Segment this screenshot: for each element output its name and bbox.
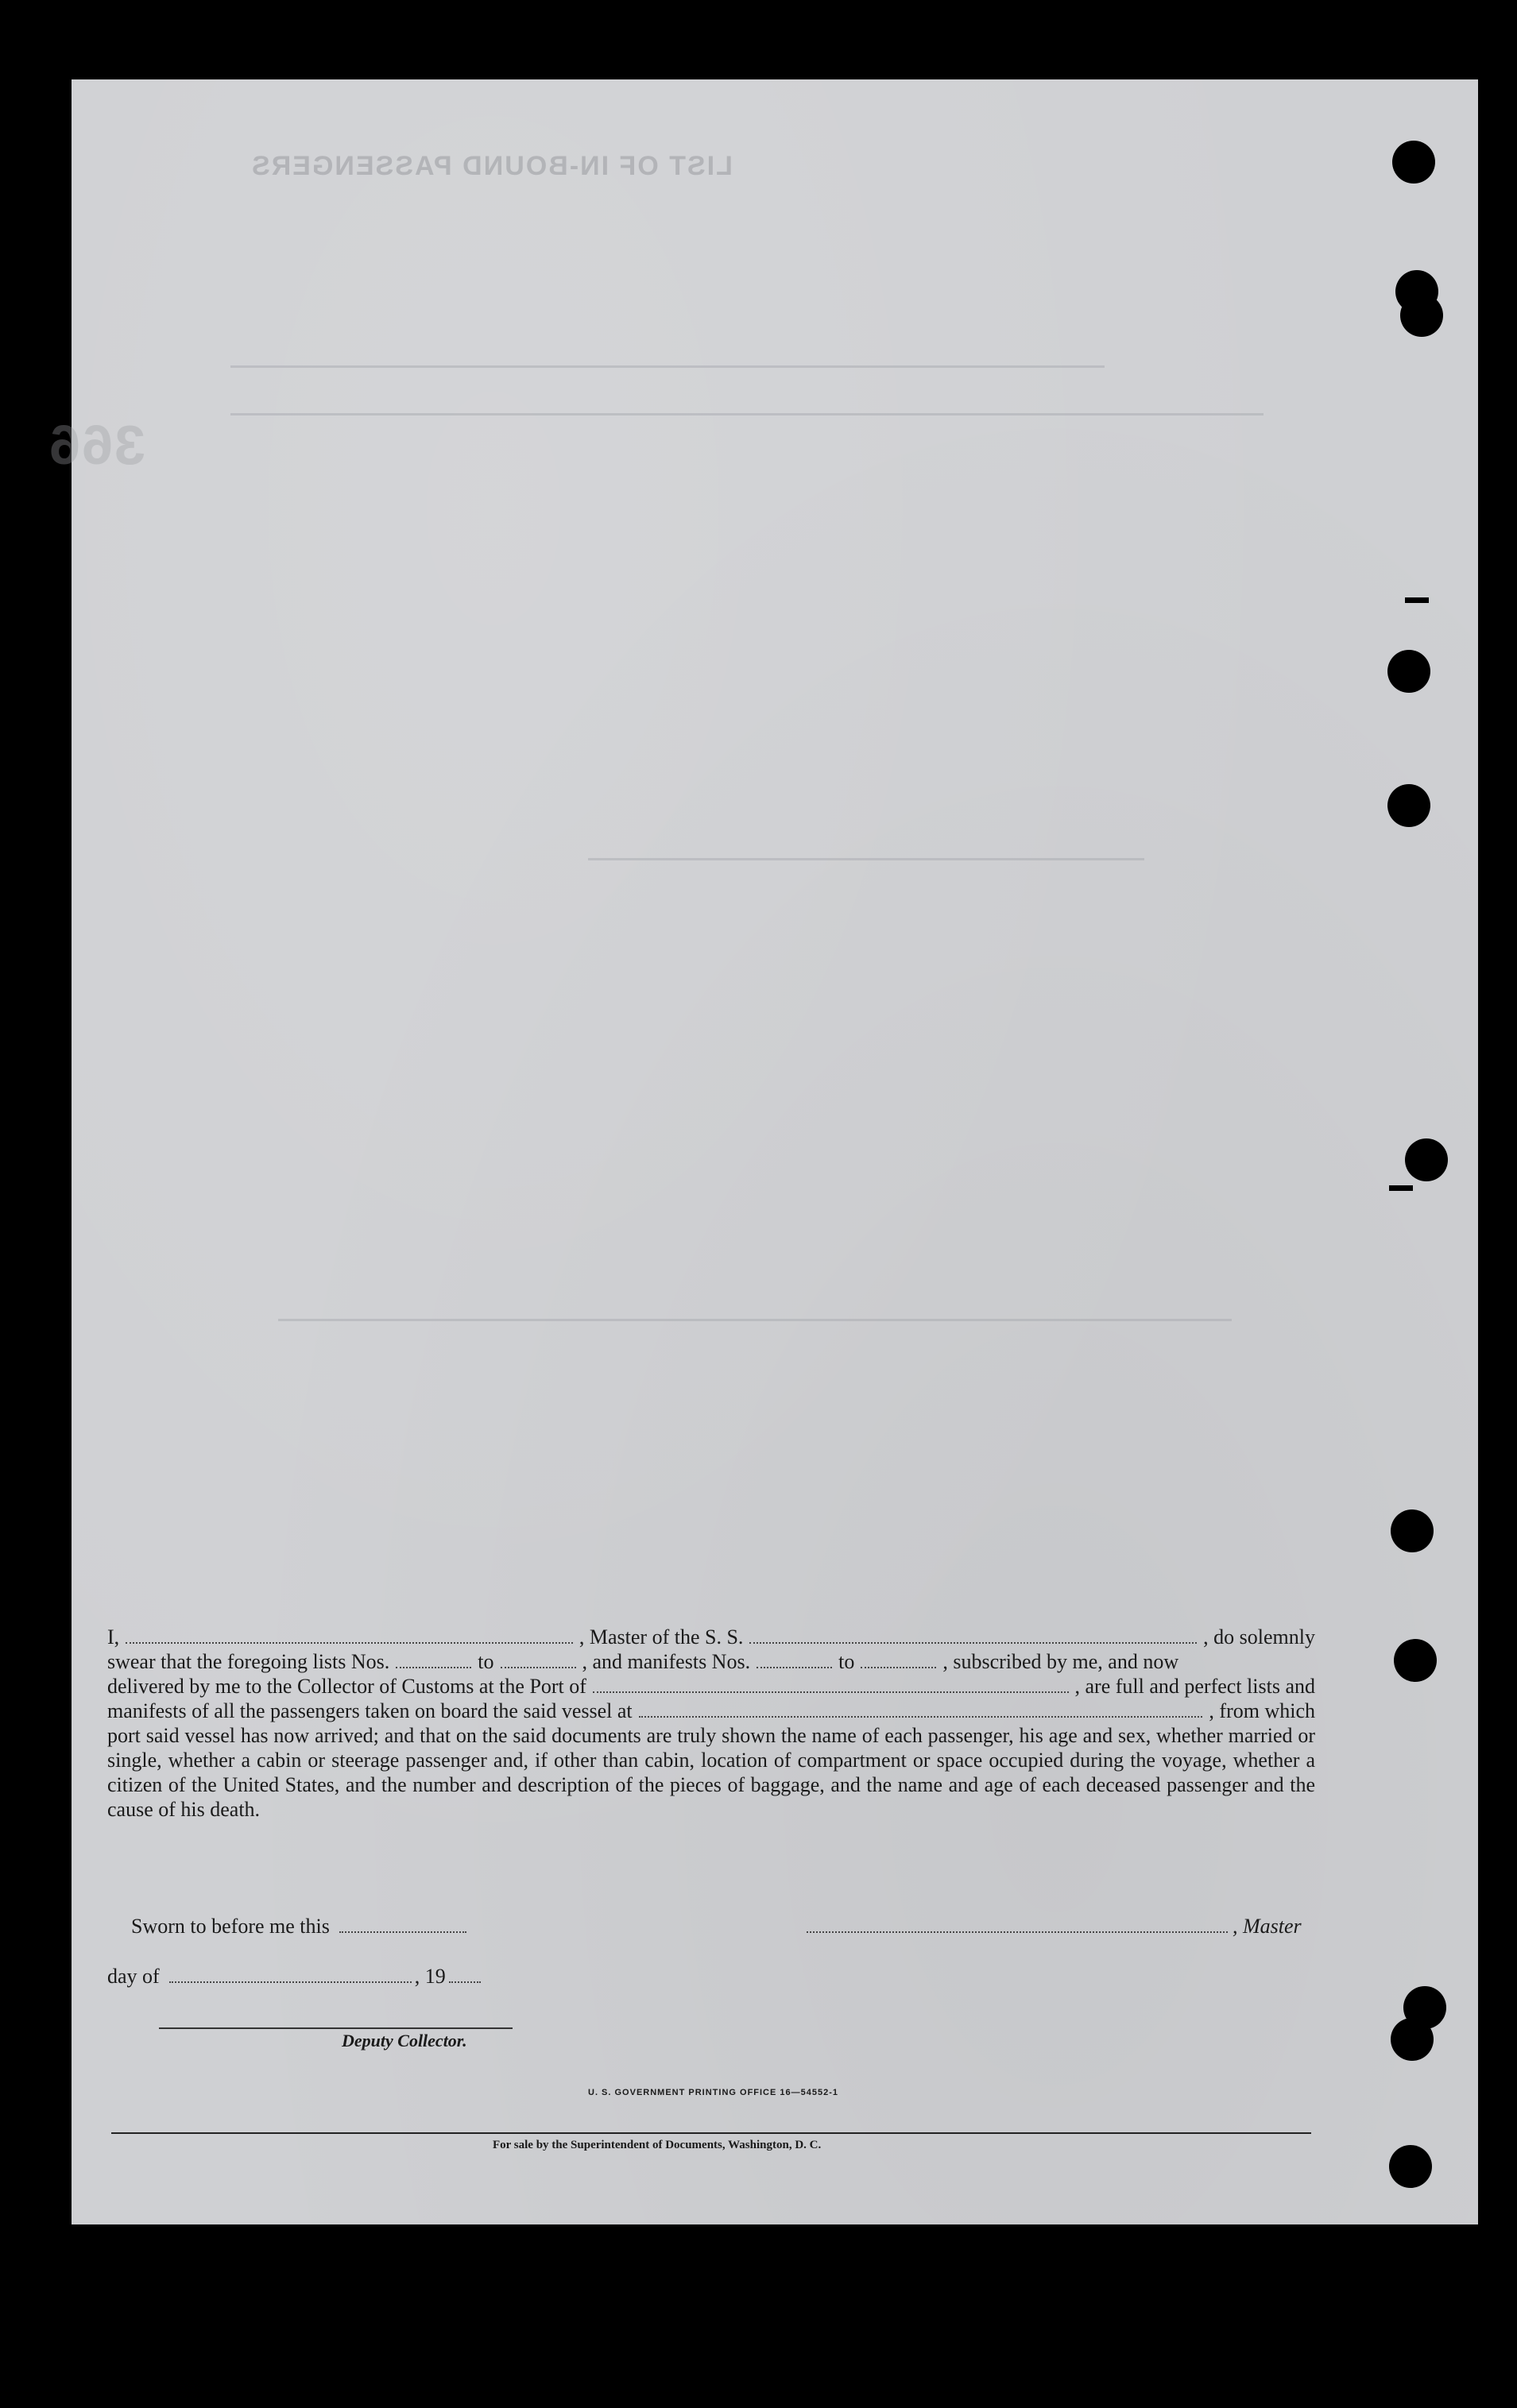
scan-mark: [1389, 1185, 1413, 1191]
blank-master-signature: [807, 1931, 1228, 1933]
blank-manifest-to: [861, 1667, 936, 1668]
master-signature-line: [807, 1915, 1302, 1938]
punch-hole: [1391, 2018, 1434, 2061]
oath-body: port said vessel has now arrived; and that on the said documents are truly shown the name of each passenger, his age and sex, whether married or single, whether a cabin or steerage passenger and, if other than cabin, location of compartment or space occupied during the voyage, whether a citizen of the United States, and the number and description of the pieces of baggage, and the name and age of each deceased passenger and the cause of his death.: [107, 1724, 1315, 1821]
punch-hole: [1387, 650, 1430, 693]
oath-line: [107, 1625, 1315, 1649]
printing-office-imprint: U. S. GOVERNMENT PRINTING OFFICE 16—54552-1: [588, 2088, 839, 2097]
blank-list-from: [396, 1667, 471, 1668]
oath-paragraph: [107, 1625, 1315, 1822]
punch-hole: [1400, 294, 1443, 337]
blank-year: [449, 1981, 481, 1983]
year-label: , 19: [414, 1965, 446, 1988]
blank-manifest-from: [757, 1667, 832, 1668]
day-of-line: [107, 1965, 481, 1989]
oath-text: , from which: [1209, 1699, 1315, 1722]
sworn-label: Sworn to before me this: [131, 1915, 330, 1938]
oath-line: [107, 1649, 1315, 1674]
oath-text: , and manifests Nos.: [582, 1650, 751, 1673]
oath-text: delivered by me to the Collector of Customs at the Port of: [107, 1675, 586, 1698]
deputy-collector-label: Deputy Collector.: [342, 2031, 467, 2050]
oath-text: manifests of all the passengers taken on board the said vessel at: [107, 1699, 633, 1722]
punch-hole: [1387, 784, 1430, 827]
blank-list-to: [501, 1667, 576, 1668]
bleed-through-number: 366: [48, 414, 145, 476]
oath-text: swear that the foregoing lists Nos.: [107, 1650, 390, 1673]
punch-hole: [1405, 1138, 1448, 1181]
blank-port-of-arrival: [593, 1691, 1069, 1693]
oath-text: , are full and perfect lists and: [1074, 1675, 1315, 1698]
bleed-through-header: LIST OF IN-BOUND PASSENGERS: [250, 151, 733, 181]
blank-master-name: [126, 1642, 573, 1644]
punch-hole: [1394, 1639, 1437, 1682]
oath-line: [107, 1699, 1315, 1723]
master-label: , Master: [1233, 1915, 1302, 1938]
bleed-through-rule: [588, 858, 1144, 860]
oath-text: , do solemnly: [1203, 1625, 1315, 1648]
deputy-signature-rule: [159, 2027, 513, 2029]
punch-hole: [1389, 2145, 1432, 2188]
footer-rule: [111, 2132, 1311, 2134]
sworn-line: [131, 1915, 466, 1938]
blank-vessel-name: [749, 1642, 1197, 1644]
oath-text: , Master of the S. S.: [579, 1625, 744, 1648]
blank-month: [169, 1981, 412, 1983]
oath-text: I,: [107, 1625, 120, 1648]
blank-port-of-departure: [639, 1716, 1203, 1718]
document-page: [48, 79, 1478, 2224]
bleed-through-rule: [278, 1319, 1232, 1321]
bleed-through-rule: [230, 365, 1105, 368]
scan-mark: [1405, 597, 1429, 603]
oath-line: [107, 1674, 1315, 1699]
oath-text: , subscribed by me, and now: [942, 1650, 1179, 1673]
punch-hole: [1391, 1509, 1434, 1552]
blank-sworn-day: [339, 1931, 466, 1933]
bleed-through-rule: [230, 413, 1264, 416]
sale-notice: For sale by the Superintendent of Documents, Washington, D. C.: [493, 2139, 822, 2151]
oath-text: to: [838, 1650, 855, 1673]
oath-text: to: [478, 1650, 494, 1673]
day-of-label: day of: [107, 1965, 160, 1988]
punch-hole: [1392, 141, 1435, 184]
